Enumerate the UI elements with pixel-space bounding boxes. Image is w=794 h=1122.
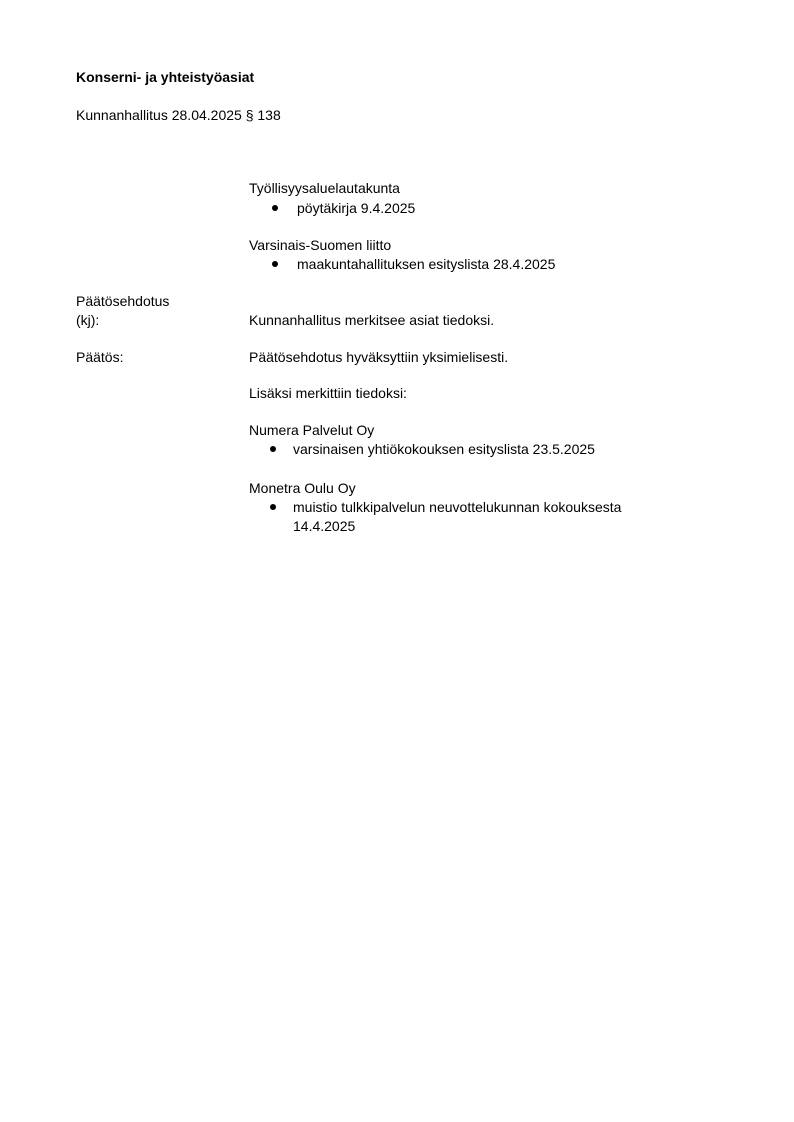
bullet-icon [270,446,276,452]
bullet-icon [272,261,278,267]
bullet-icon [272,205,278,211]
list-item: varsinaisen yhtiökokouksen esityslista 23.5.2025 [293,441,595,457]
additional-note: Lisäksi merkittiin tiedoksi: [249,385,407,401]
bullet-icon [270,504,276,510]
proposal-label-suffix: (kj): [76,312,100,328]
decision-label: Päätös: [76,349,124,365]
section-heading-varsinais-suomen: Varsinais-Suomen liitto [249,237,392,253]
proposal-text: Kunnanhallitus merkitsee asiat tiedoksi. [249,312,495,328]
list-item: pöytäkirja 9.4.2025 [297,200,416,216]
decision-text: Päätösehdotus hyväksyttiin yksimielisesti. [249,349,509,365]
section-heading-monetra: Monetra Oulu Oy [249,480,356,496]
section-heading-tyollisyys: Työllisyysaluelautakunta [249,180,400,196]
proposal-label: Päätösehdotus [76,293,170,309]
page-title: Konserni- ja yhteistyöasiat [76,69,255,85]
list-item: maakuntahallituksen esityslista 28.4.2025 [297,256,556,272]
section-heading-numera: Numera Palvelut Oy [249,422,375,438]
list-item: muistio tulkkipalvelun neuvottelukunnan kokouksesta [293,499,622,515]
list-item-continuation: 14.4.2025 [293,518,356,534]
meeting-reference: Kunnanhallitus 28.04.2025 § 138 [76,107,281,123]
